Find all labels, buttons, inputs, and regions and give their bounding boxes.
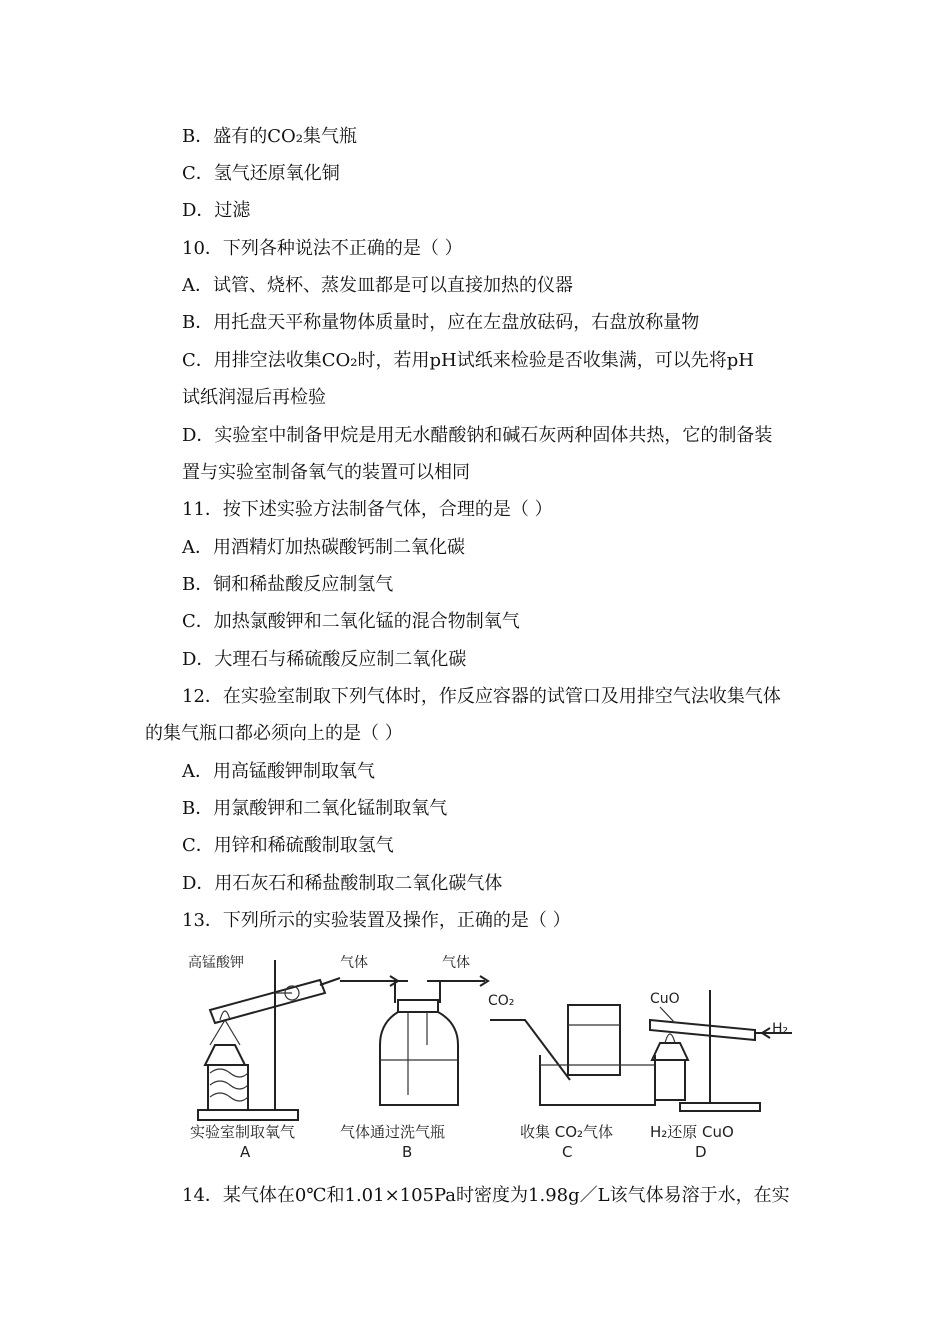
text-line: 11．按下述实验方法制备气体，合理的是（ ）: [182, 499, 553, 520]
text-line: 10．下列各种说法不正确的是（ ）: [182, 238, 463, 259]
letter-d: D: [695, 1143, 707, 1161]
panel-c: [488, 993, 655, 1161]
text-line: C．用锌和稀硫酸制取氢气: [182, 835, 394, 856]
text-line: A．试管、烧杯、蒸发皿都是可以直接加热的仪器: [182, 275, 573, 296]
letter-c: C: [562, 1143, 573, 1161]
text-line: A．用酒精灯加热碳酸钙制二氧化碳: [182, 537, 465, 558]
panel-b: [340, 954, 488, 1161]
text-line: D．实验室中制备甲烷是用无水醋酸钠和碱石灰两种固体共热，它的制备装: [182, 425, 773, 446]
co2-label: CO₂: [488, 993, 515, 1009]
text-line: 12．在实验室制取下列气体时，作反应容器的试管口及用排空气法收集气体: [182, 686, 781, 707]
panel-d: [650, 990, 792, 1161]
apparatus-figure: [180, 945, 800, 1170]
letter-a: A: [240, 1143, 251, 1161]
caption-a: 实验室制取氧气: [190, 1123, 296, 1141]
caption-c: 收集 CO₂气体: [520, 1123, 614, 1141]
cuo-label: CuO: [650, 991, 680, 1007]
gas-in-label: 气体: [340, 955, 368, 971]
caption-d: H₂还原 CuO: [650, 1123, 734, 1141]
text-line: B．用氯酸钾和二氧化锰制取氧气: [182, 798, 448, 819]
text-line: 的集气瓶口都必须向上的是（ ）: [145, 723, 403, 744]
text-line: C．用排空法收集CO₂时，若用pH试纸来检验是否收集满，可以先将pH: [182, 350, 754, 371]
text-line: 13．下列所示的实验装置及操作，正确的是（ ）: [182, 910, 571, 931]
h2-label: H₂: [772, 1021, 789, 1037]
kmno4-label: 高锰酸钾: [188, 955, 244, 971]
text-line: D．大理石与稀硫酸反应制二氧化碳: [182, 649, 467, 670]
text-line: D．用石灰石和稀盐酸制取二氧化碳气体: [182, 873, 503, 894]
text-line: B．用托盘天平称量物体质量时，应在左盘放砝码，右盘放称量物: [182, 312, 700, 333]
text-line: B．盛有的CO₂集气瓶: [182, 126, 357, 147]
text-line: B．铜和稀盐酸反应制氢气: [182, 574, 394, 595]
caption-b: 气体通过洗气瓶: [340, 1123, 446, 1141]
panel-a: [188, 954, 340, 1161]
apparatus-diagram: [180, 945, 800, 1170]
gas-out-label: 气体: [442, 955, 470, 971]
text-line: D．过滤: [182, 200, 251, 221]
text-line: C．加热氯酸钾和二氧化锰的混合物制氧气: [182, 611, 520, 632]
text-line: 14．某气体在0℃和1.01×105Pa时密度为1.98g／L该气体易溶于水，在实: [182, 1185, 790, 1206]
text-line: 试纸润湿后再检验: [182, 387, 326, 408]
text-line: C．氢气还原氧化铜: [182, 163, 340, 184]
text-line: A．用高锰酸钾制取氧气: [182, 761, 375, 782]
text-line: 置与实验室制备氧气的装置可以相同: [182, 462, 470, 483]
letter-b: B: [402, 1143, 413, 1161]
